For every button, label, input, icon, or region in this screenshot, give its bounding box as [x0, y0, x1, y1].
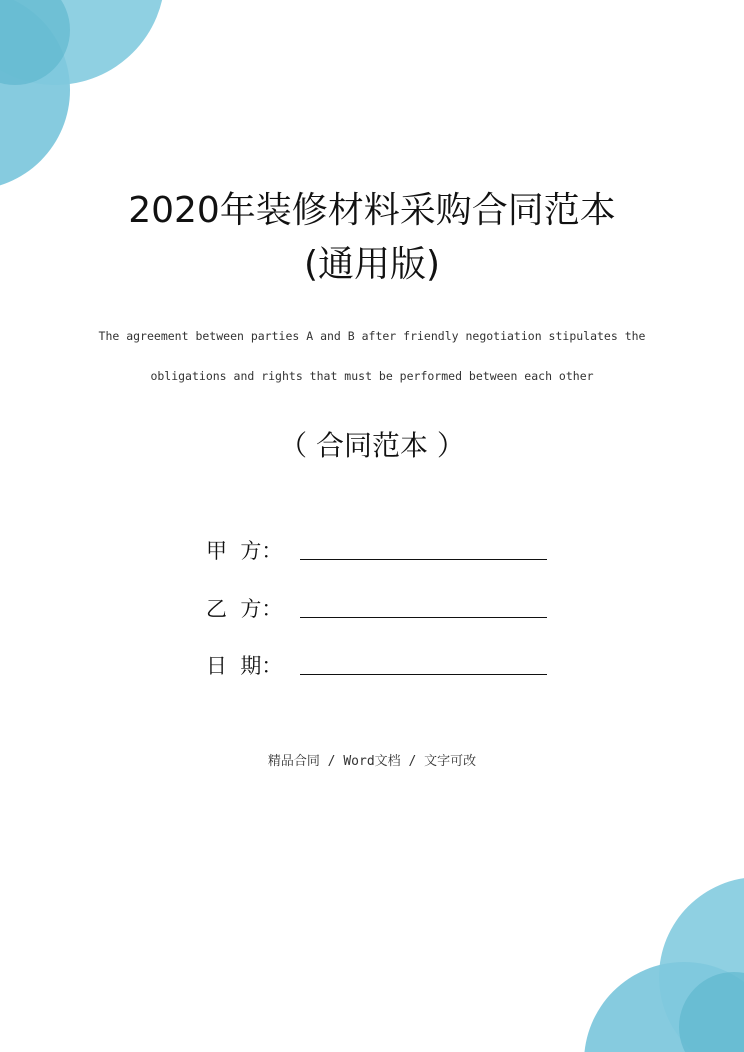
date-label: 日 期：: [206, 654, 283, 678]
document-title-line-1: 2020年装修材料采购合同范本: [128, 190, 616, 231]
party-a-label: 甲 方：: [206, 539, 283, 563]
document-title-line-2: (通用版): [303, 244, 441, 285]
footer-note: 精品合同 / Word文档 / 文字可改: [267, 754, 477, 769]
contract-type-label: （ 合同范本 ）: [279, 429, 465, 462]
party-a-blank-line[interactable]: [300, 559, 547, 560]
subtitle-line-1: The agreement between parties A and B after friendly negotiation stipulates the: [98, 329, 646, 343]
party-b-blank-line[interactable]: [300, 617, 547, 618]
decorative-circles-bottom-right: [564, 852, 744, 1052]
party-b-label: 乙 方：: [206, 597, 283, 621]
date-blank-line[interactable]: [300, 674, 547, 675]
decorative-circles-top-left: [0, 0, 190, 200]
subtitle-line-2: obligations and rights that must be performed between each other: [150, 369, 594, 383]
